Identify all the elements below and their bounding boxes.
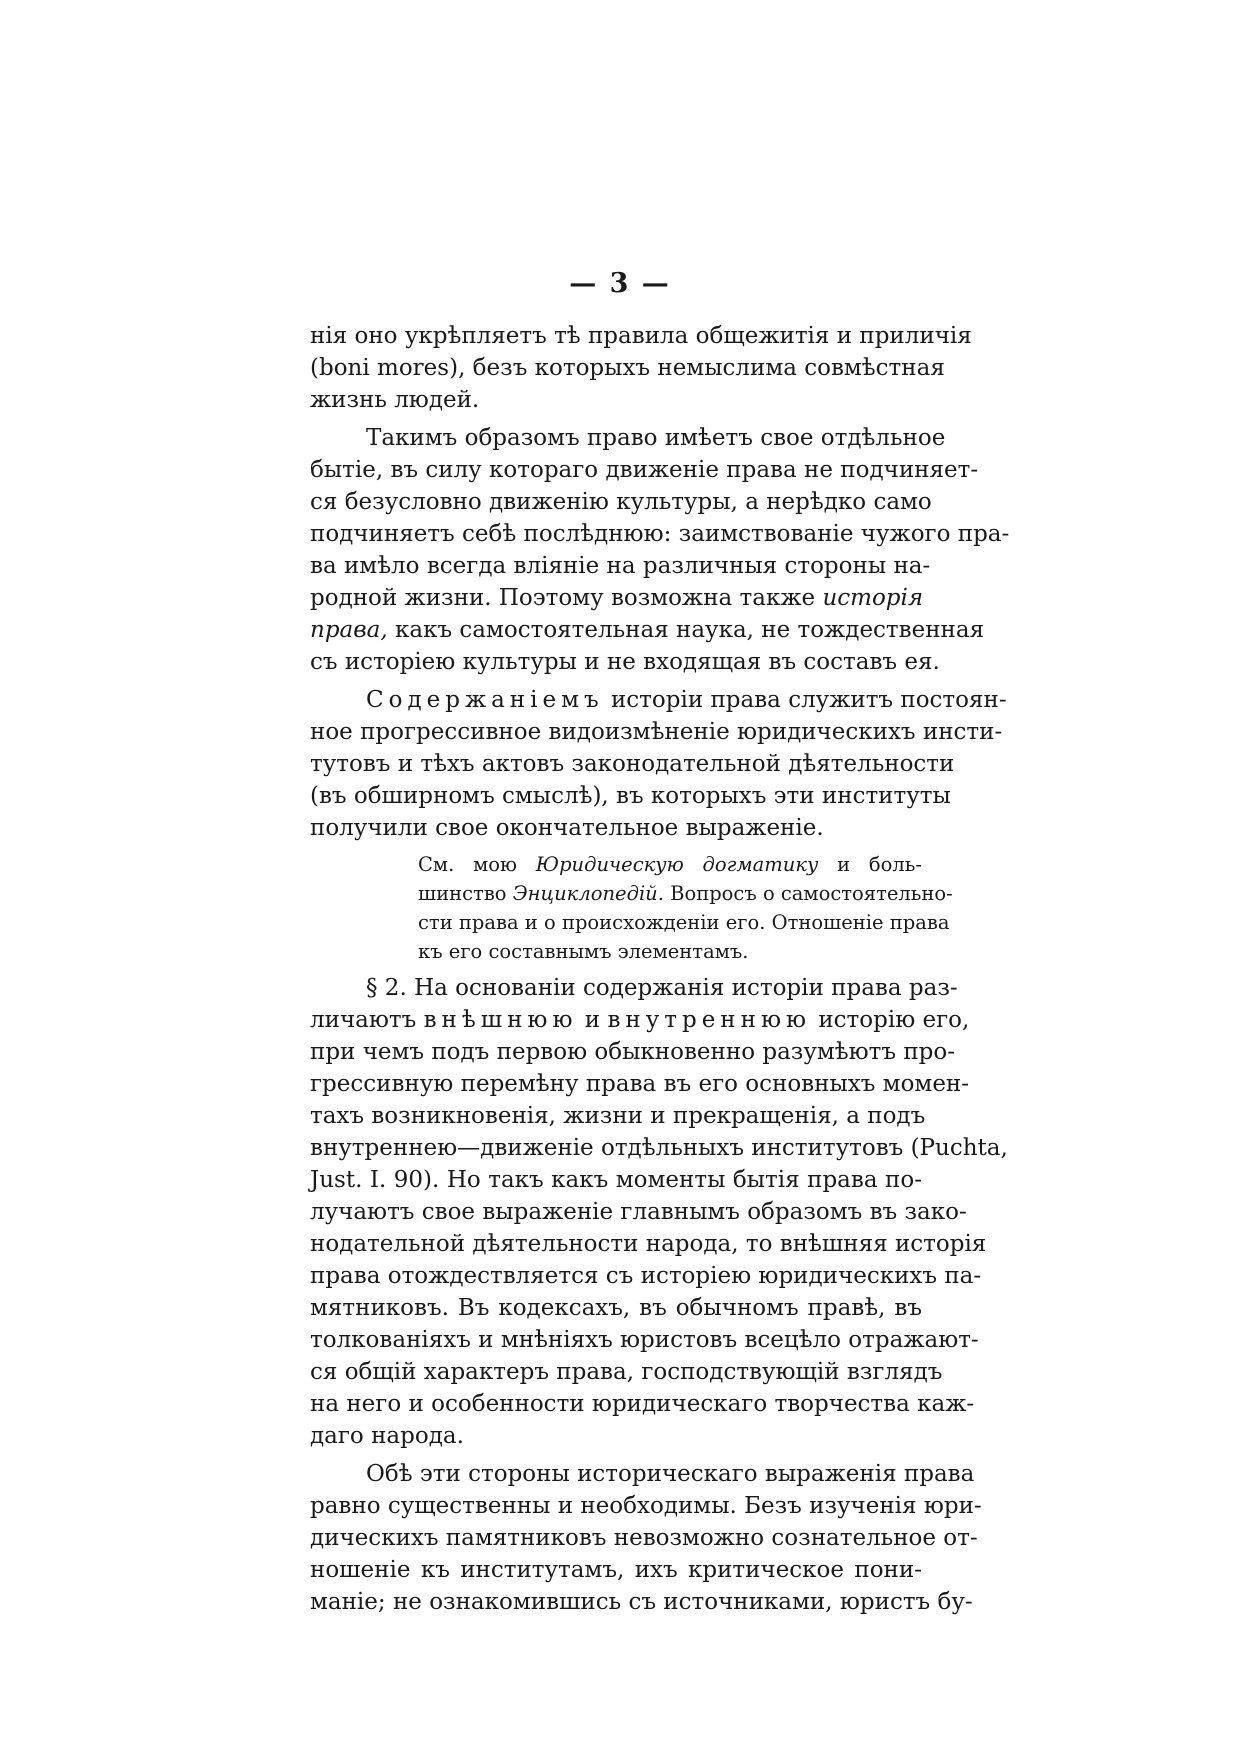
text-line: толкованіяхъ и мнѣніяхъ юристовъ всецѣло отражают- bbox=[310, 1327, 979, 1353]
text-line: Обѣ эти стороны историческаго выраженія права bbox=[366, 1461, 975, 1487]
text-line: мятниковъ. Въ кодексахъ, въ обычномъ правѣ, въ bbox=[310, 1295, 922, 1321]
italic-term: права, bbox=[310, 617, 388, 643]
note-line: къ его составнымъ элементамъ. bbox=[418, 940, 749, 963]
text-line: равно существенны и необходимы. Безъ изученія юри- bbox=[310, 1493, 982, 1519]
text-line: родной жизни. Поэтому возможна также исторія bbox=[310, 585, 924, 611]
text-line: права отождествляется съ исторіею юридическихъ па- bbox=[310, 1263, 982, 1289]
text-line: жизнь людей. bbox=[310, 387, 480, 413]
text-line: (boni mores), безъ которыхъ немыслима совмѣстная bbox=[310, 355, 945, 381]
text-line: лучаютъ свое выраженіе главнымъ образомъ въ зако- bbox=[310, 1199, 967, 1225]
text-line: нія оно укрѣпляетъ тѣ правила общежитія и приличія bbox=[310, 323, 972, 349]
text-line: ся общій характеръ права, господствующій взглядъ bbox=[310, 1359, 943, 1385]
spaced-term: Содержаніемъ bbox=[366, 687, 604, 713]
note-line: См. мою Юридическую догматику и боль- bbox=[418, 853, 922, 876]
text-line: нодательной дѣятельности народа, то внѣшняя исторія bbox=[310, 1231, 987, 1257]
text-line: грессивную перемѣну права въ его основныхъ момен- bbox=[310, 1071, 970, 1097]
text-line: ношеніе къ институтамъ, ихъ критическое пони- bbox=[310, 1557, 922, 1583]
text-line: личаютъ внѣшнюю и внутреннюю исторію его, bbox=[310, 1007, 970, 1033]
text-line: подчиняетъ себѣ послѣднюю: заимствованіе чужого пра- bbox=[310, 521, 1010, 547]
text-line: ное прогрессивное видоизмѣненіе юридическихъ инсти- bbox=[310, 719, 1003, 745]
text-line: на него и особенности юридическаго творчества каж- bbox=[310, 1391, 975, 1417]
italic-term: исторія bbox=[822, 585, 924, 611]
text-line: тутовъ и тѣхъ актовъ законодательной дѣятельности bbox=[310, 751, 955, 777]
note-line: шинство Энциклопедій. Вопросъ о самостоятельно- bbox=[418, 882, 953, 905]
text-line: съ исторіею культуры и не входящая въ составъ ея. bbox=[310, 649, 940, 675]
text-line: ва имѣло всегда вліяніе на различныя стороны на- bbox=[310, 553, 931, 579]
text-line: права, какъ самостоятельная наука, не тождественная bbox=[310, 617, 985, 643]
note-line: сти права и о происхожденіи его. Отношеніе права bbox=[418, 911, 950, 934]
text-line: даго народа. bbox=[310, 1423, 464, 1449]
text-line: бытіе, въ силу котораго движеніе права не подчиняет- bbox=[310, 457, 979, 483]
text-line: при чемъ подъ первою обыкновенно разумѣютъ про- bbox=[310, 1039, 955, 1065]
page-number: — 3 — bbox=[569, 268, 671, 299]
text-line: маніе; не ознакомившись съ источниками, юристъ бу- bbox=[310, 1589, 973, 1615]
paragraph-section-2 bbox=[310, 972, 1008, 1452]
text-line: § 2. На основаніи содержанія исторіи права раз- bbox=[366, 975, 958, 1001]
note-block bbox=[310, 850, 953, 966]
text-line: тахъ возникновенія, жизни и прекращенія, а подъ bbox=[310, 1103, 926, 1129]
text-line: Такимъ образомъ право имѣетъ свое отдѣльное bbox=[366, 425, 946, 451]
paragraph-2 bbox=[310, 422, 1010, 678]
text-line: Содержаніемъ исторіи права служитъ постоян- bbox=[366, 687, 1007, 713]
paragraph-5 bbox=[310, 1458, 982, 1618]
italic-term: Энциклопедій. bbox=[512, 882, 664, 905]
italic-term: Юридическую догматику bbox=[535, 853, 819, 876]
text-line: дическихъ памятниковъ невозможно сознательное от- bbox=[310, 1525, 978, 1551]
spaced-term: внутреннюю bbox=[607, 1007, 812, 1033]
text-line: внутреннею—движеніе отдѣльныхъ институтовъ (Puchta, bbox=[310, 1135, 1008, 1161]
text-line: получили свое окончательное выраженіе. bbox=[310, 815, 824, 841]
text-line: ся безусловно движенію культуры, а нерѣдко само bbox=[310, 489, 932, 515]
paragraph-1 bbox=[310, 320, 972, 416]
body-text bbox=[310, 320, 1010, 1618]
text-line: Just. I. 90). Но такъ какъ моменты бытія права по- bbox=[310, 1167, 922, 1193]
paragraph-3 bbox=[310, 684, 1007, 844]
text-line: (въ обширномъ смыслѣ), въ которыхъ эти институты bbox=[310, 783, 951, 809]
spaced-term: внѣшнюю bbox=[423, 1007, 578, 1033]
